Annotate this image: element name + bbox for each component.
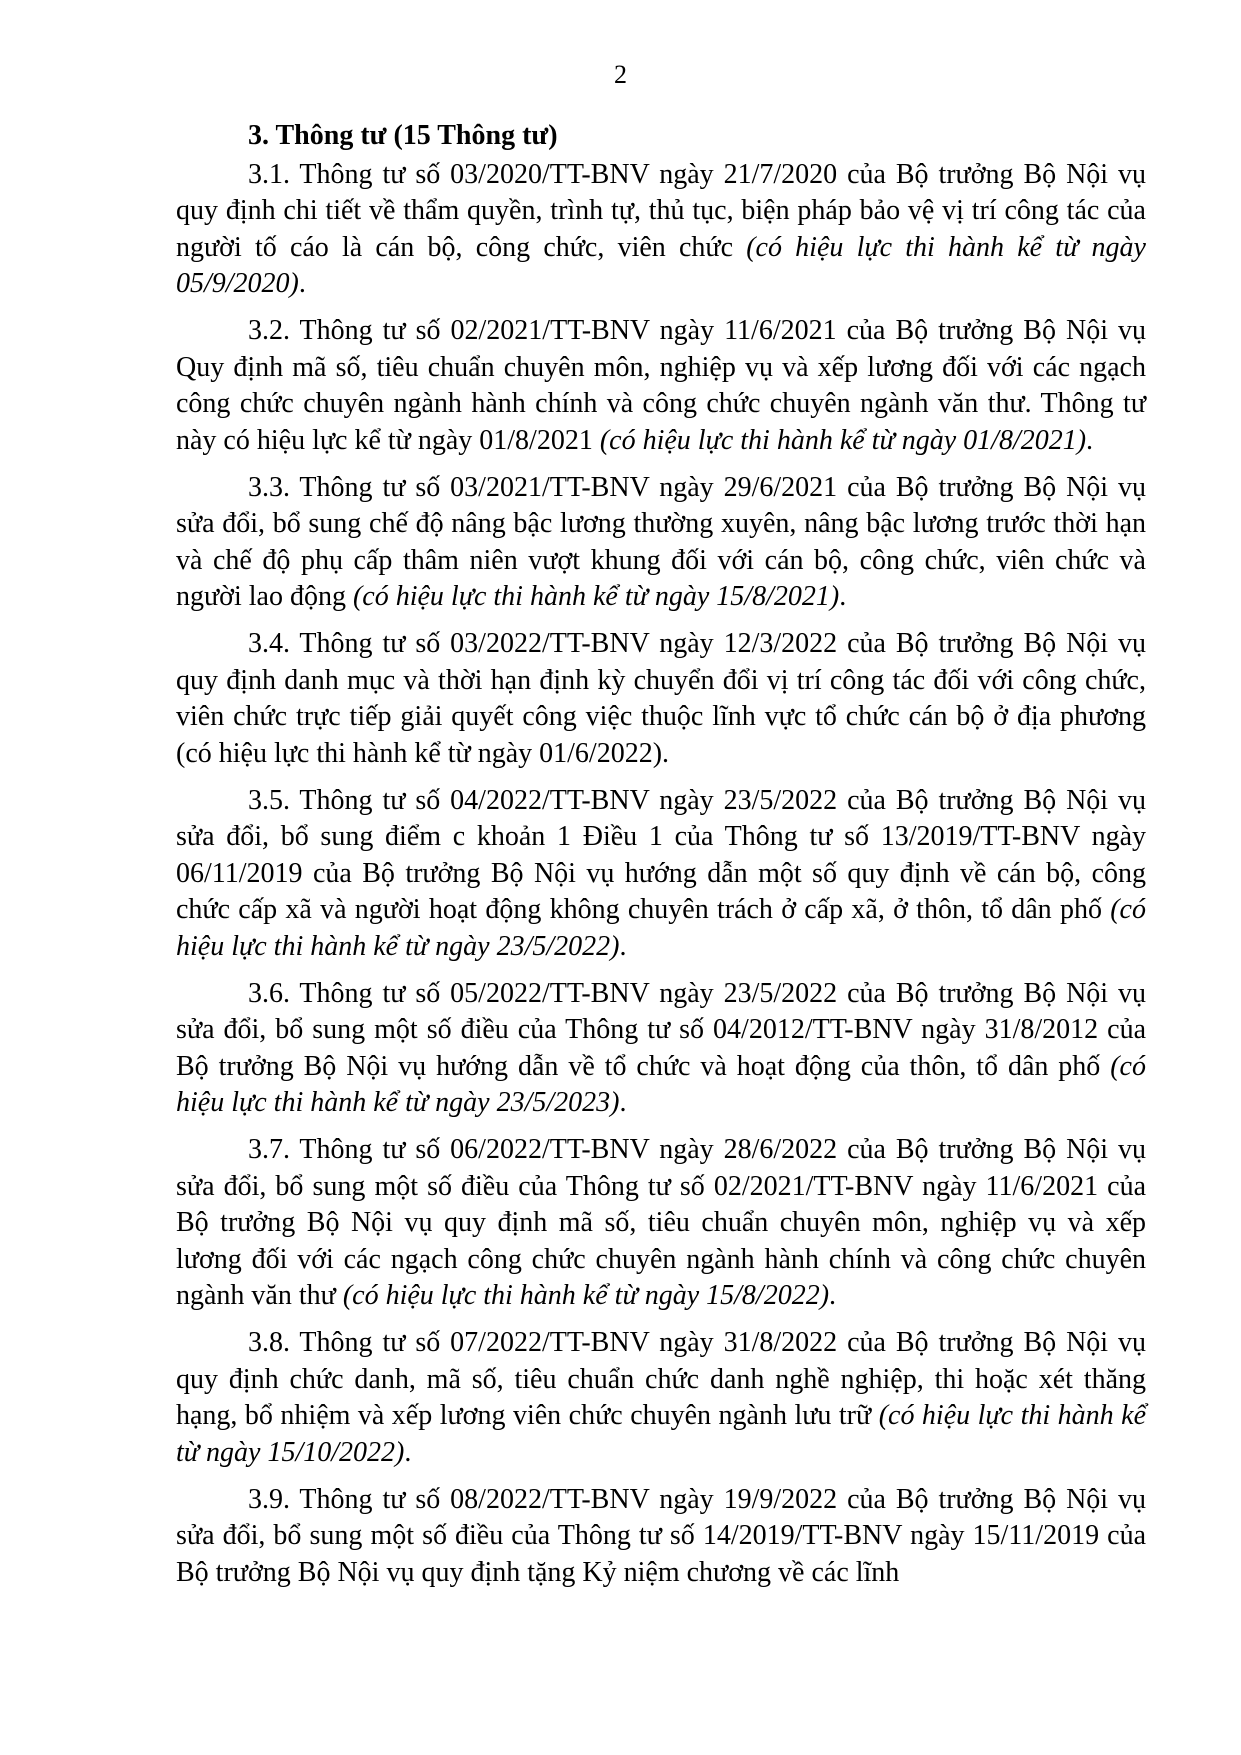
- list-item: [176, 1482, 1146, 1592]
- item-text: 3.7. Thông tư số 06/2022/TT-BNV ngày 28/6/2022 của Bộ trưởng Bộ Nội vụ sửa đổi, bổ sung một số điều của Thông tư số 02/2021/TT-BNV ngày 11/6/2021 của Bộ trưởng Bộ Nội vụ quy định mã số, tiêu chuẩn chuyên môn, nghiệp vụ và xếp lương đối với các ngạch công chức chuyên ngành hành chính và công chức chuyên ngành văn thư: [176, 1134, 1146, 1311]
- item-effective-date: (có hiệu lực thi hành kể từ ngày 23/5/2023): [176, 1050, 1146, 1118]
- item-text: 3.1. Thông tư số 03/2020/TT-BNV ngày 21/7/2020 của Bộ trưởng Bộ Nội vụ quy định chi tiết về thẩm quyền, trình tự, thủ tục, biện pháp bảo vệ vị trí công tác của người tố cáo là cán bộ, công chức, viên chức: [176, 158, 1146, 263]
- item-tail: .: [619, 930, 627, 962]
- item-text: 3.5. Thông tư số 04/2022/TT-BNV ngày 23/5/2022 của Bộ trưởng Bộ Nội vụ sửa đổi, bổ sung điểm c khoản 1 Điều 1 của Thông tư số 13/2019/TT-BNV ngày 06/11/2019 của Bộ trưởng Bộ Nội vụ hướng dẫn một số quy định về cán bộ, công chức cấp xã và người hoạt động không chuyên trách ở cấp xã, ở thôn, tổ dân phố: [176, 784, 1146, 925]
- list-item: [176, 1132, 1146, 1315]
- item-tail: .: [404, 1436, 412, 1468]
- list-item: [176, 626, 1146, 772]
- item-tail: .: [1086, 424, 1094, 456]
- list-item: [176, 313, 1146, 459]
- item-effective-date: (có hiệu lực thi hành kể từ ngày 15/8/2022): [342, 1280, 830, 1311]
- section-heading: 3. Thông tư (15 Thông tư): [248, 120, 558, 151]
- list-item: [176, 470, 1146, 616]
- page-number: 2: [614, 60, 627, 89]
- item-tail: .: [839, 581, 847, 612]
- item-effective-date: (có hiệu lực thi hành kể từ ngày 23/5/2022): [176, 894, 1146, 962]
- list-item: [176, 157, 1146, 303]
- item-tail: .: [662, 737, 670, 769]
- item-tail: .: [298, 268, 306, 299]
- item-text: 3.2. Thông tư số 02/2021/TT-BNV ngày 11/6/2021 của Bộ trưởng Bộ Nội vụ Quy định mã số, tiêu chuẩn chuyên môn, nghiệp vụ và xếp lương đối với các ngạch công chức chuyên ngành hành chính và công chức chuyên ngành văn thư. Thông tư này có hiệu lực kể từ ngày 01/8/2021: [176, 315, 1146, 456]
- item-tail: .: [829, 1280, 837, 1311]
- item-text: 3.4. Thông tư số 03/2022/TT-BNV ngày 12/3/2022 của Bộ trưởng Bộ Nội vụ quy định danh mục và thời hạn định kỳ chuyển đổi vị trí công tác đối với công chức, viên chức trực tiếp giải quyết công việc thuộc lĩnh vực tổ chức cán bộ ở địa phương: [176, 628, 1146, 732]
- item-effective-date: (có hiệu lực thi hành kể từ ngày 15/8/2021): [352, 581, 840, 612]
- item-text: 3.3. Thông tư số 03/2021/TT-BNV ngày 29/6/2021 của Bộ trưởng Bộ Nội vụ sửa đổi, bổ sung chế độ nâng bậc lương thường xuyên, nâng bậc lương trước thời hạn và chế độ phụ cấp thâm niên vượt khung đối với cán bộ, công chức, viên chức và người lao động: [176, 471, 1146, 612]
- list-item: [176, 976, 1146, 1122]
- item-effective-date: (có hiệu lực thi hành kể từ ngày 01/6/2022): [176, 737, 663, 769]
- document-body: [176, 118, 1146, 1602]
- list-item: [176, 1325, 1146, 1471]
- item-tail: .: [619, 1087, 627, 1118]
- item-text: 3.8. Thông tư số 07/2022/TT-BNV ngày 31/8/2022 của Bộ trưởng Bộ Nội vụ quy định chức danh, mã số, tiêu chuẩn chức danh nghề nghiệp, thi hoặc xét thăng hạng, bổ nhiệm và xếp lương viên chức chuyên ngành lưu trữ: [176, 1327, 1146, 1431]
- item-effective-date: (có hiệu lực thi hành kể từ ngày 15/10/2022): [176, 1400, 1146, 1468]
- item-text: 3.6. Thông tư số 05/2022/TT-BNV ngày 23/5/2022 của Bộ trưởng Bộ Nội vụ sửa đổi, bổ sung một số điều của Thông tư số 04/2012/TT-BNV ngày 31/8/2012 của Bộ trưởng Bộ Nội vụ hướng dẫn về tổ chức và hoạt động của thôn, tổ dân phố: [176, 977, 1146, 1082]
- item-text: 3.9. Thông tư số 08/2022/TT-BNV ngày 19/9/2022 của Bộ trưởng Bộ Nội vụ sửa đổi, bổ sung một số điều của Thông tư số 14/2019/TT-BNV ngày 15/11/2019 của Bộ trưởng Bộ Nội vụ quy định tặng Kỷ niệm chương về các lĩnh: [176, 1483, 1146, 1588]
- item-effective-date: (có hiệu lực thi hành kể từ ngày 05/9/2020): [176, 231, 1146, 299]
- list-item: [176, 783, 1146, 966]
- item-effective-date: (có hiệu lực thi hành kể từ ngày 01/8/2021): [599, 424, 1087, 456]
